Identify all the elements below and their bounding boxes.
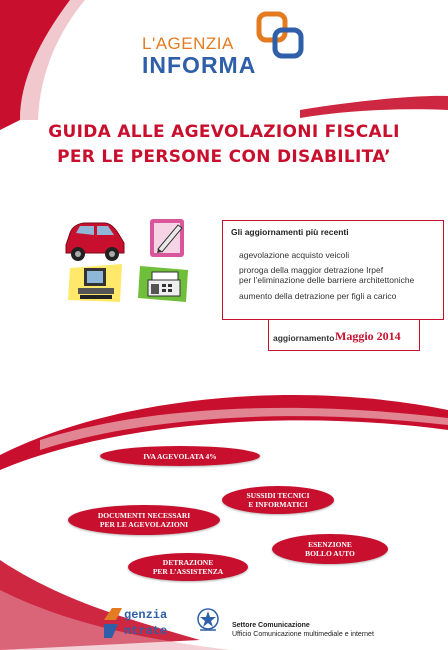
logo-line1: L'AGENZIA — [142, 34, 234, 53]
agency-name-line2: ntrate — [124, 624, 168, 638]
title-line2: PER LE PERSONE CON DISABILITA’ — [57, 147, 391, 167]
logo-line2: INFORMA — [142, 52, 257, 78]
topic-sussidi: SUSSIDI TECNICI E INFORMATICI — [222, 486, 334, 514]
logo-squares-icon — [253, 10, 313, 65]
update-date-value: Maggio 2014 — [335, 329, 401, 343]
update-item: aumento della detrazione per figli a carico — [239, 291, 397, 301]
title-line1: GUIDA ALLE AGEVOLAZIONI FISCALI — [48, 122, 400, 142]
car-icon — [60, 215, 130, 263]
update-item: proroga della maggior detrazione Irpef — [239, 265, 384, 275]
emblem-icon — [196, 606, 220, 634]
document-pencil-icon — [148, 215, 188, 260]
footer-office: Ufficio Comunicazione multimediale e internet — [232, 631, 374, 638]
update-item: per l’eliminazione delle barriere architettoniche — [239, 275, 415, 285]
topic-documenti: DOCUMENTI NECESSARI PER LE AGEVOLAZIONI — [68, 505, 220, 535]
updates-box — [222, 220, 444, 320]
agency-name-line1: genzia — [124, 608, 168, 622]
fax-machine-icon — [136, 262, 191, 304]
update-item: agevolazione acquisto veicoli — [239, 250, 350, 260]
agenzia-informa-logo — [120, 10, 340, 80]
update-date-label: aggiornamento — [273, 333, 335, 343]
date-box — [268, 320, 420, 351]
updates-heading: Gli aggiornamenti più recenti — [231, 227, 349, 237]
agenzia-entrate-logo — [102, 604, 194, 644]
topic-iva: IVA AGEVOLATA 4% — [100, 446, 260, 466]
computer-icon — [66, 262, 126, 304]
topic-detrazione: DETRAZIONE PER L’ASSISTENZA — [128, 553, 248, 581]
footer-sector: Settore Comunicazione — [232, 622, 310, 629]
topic-esenzione: ESENZIONE BOLLO AUTO — [272, 534, 388, 564]
